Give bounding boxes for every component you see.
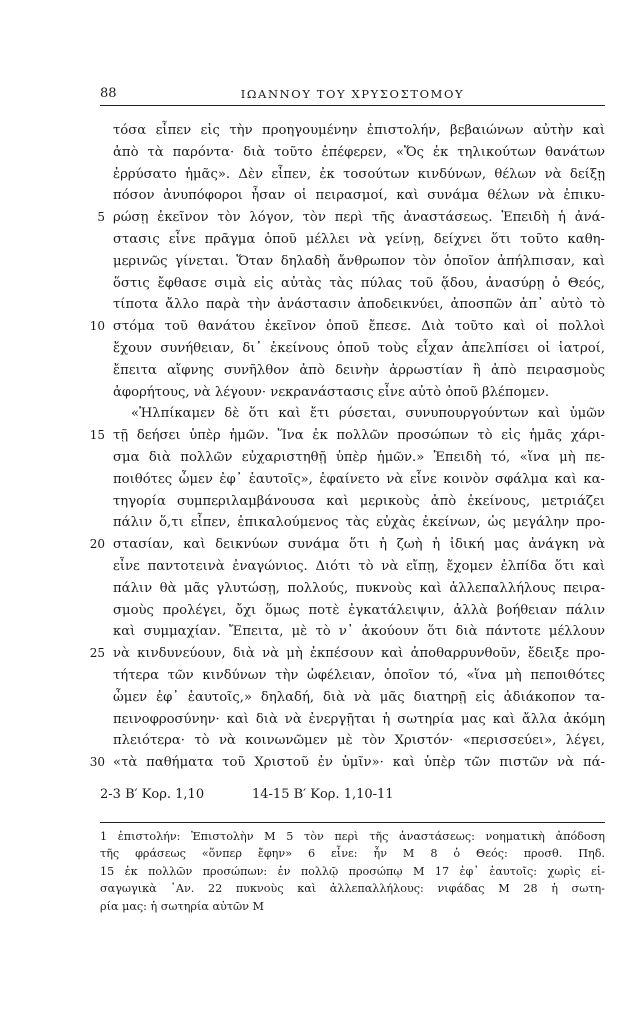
line-text: πλειότερα· τὸ νὰ κοινωνῶμεν μὲ τὸν Χριστόν· «περισσεύει», λέγει, [113, 733, 605, 749]
apparatus-line: σαγωγικὰ ᾽Αν. 22 πυκνοὺς καὶ ἀλλεπαλλήλους: νιφάδας Μ 28 ἡ σωτη- [100, 882, 605, 896]
line-text: ἔπειτα αἴφνης συνῆλθον ἀπὸ δεινὴν ἀρρωστίαν ἢ ἀπὸ πειρασμοὺς [113, 362, 605, 378]
line-text: πεινοφροσύνην· καὶ διὰ νὰ ἐνεργῇται ἡ σωτηρία μας καὶ ἄλλα ἀκόμη [113, 711, 605, 727]
header-rule [100, 105, 605, 106]
line-text: μερινῶς γίνεται. Ὅταν δηλαδὴ ἄνθρωπον τὸν ὁποῖον ἀπήλπισαν, καὶ [113, 253, 605, 269]
text-line [113, 621, 605, 643]
text-line [113, 120, 605, 142]
scripture-reference: 2-3 Β′ Κορ. 1,10 [100, 787, 205, 802]
text-line [113, 360, 605, 382]
line-text: στασις εἶνε πρᾶγμα ὁποῦ μέλλει νὰ γείνῃ, δείχνει ὅτι τοῦτο καθη- [113, 231, 605, 247]
line-text: τόσα εἶπεν εἰς τὴν προηγουμένην ἐπιστολήν, βεβαιώνων αὐτὴν καὶ [113, 123, 605, 138]
scripture-references [100, 787, 605, 807]
text-line [113, 403, 605, 425]
line-text: ποιθότες ὦμεν ἐφ᾽ ἑαυτοῖς», ἐφαίνετο νὰ εἶνε κοινὸν σφάλμα καὶ κα- [113, 471, 605, 487]
line-text: στόμα τοῦ θανάτου ἐκεῖνον ὁποῦ ἔπεσε. Διὰ τοῦτο καὶ οἱ πολλοὶ [113, 319, 605, 335]
text-line [97, 207, 605, 229]
line-text: στασίαν, καὶ δεικνύων συνάμα ὅτι ἡ ζωὴ ἡ ἰδική μας ἀνάγκη νὰ [113, 537, 605, 553]
line-number: 10 [89, 319, 105, 334]
text-line [113, 142, 605, 164]
footnote-divider [100, 822, 605, 823]
text-line [113, 512, 605, 534]
text-line [113, 294, 605, 316]
line-number: 15 [89, 428, 105, 443]
text-line [113, 730, 605, 752]
line-text: πάλιν θὰ μᾶς γλυτώσῃ, πολλούς, πυκνοὺς καὶ ἀλλεπαλλήλους πειρα- [113, 580, 605, 596]
line-text: «Ἠλπίκαμεν δὲ ὅτι καὶ ἔτι ρύσεται, συνυπουργούντων καὶ ὑμῶν [131, 406, 605, 422]
text-line [113, 338, 605, 360]
line-text: «τὰ παθήματα τοῦ Χριστοῦ ἐν ὑμῖν»· καὶ ὑπὲρ τῶν πιστῶν νὰ πά- [113, 755, 605, 771]
text-line [89, 425, 605, 447]
line-text: νὰ κινδυνεύουν, διὰ νὰ μὴ ἐκπέσουν καὶ ἀποθαρρυνθοῦν, ἔδειξε προ- [113, 646, 605, 662]
line-number: 5 [97, 210, 105, 225]
line-text: ρώσῃ ἐκεῖνον τὸν λόγον, τὸν περὶ τῆς ἀναστάσεως. Ἐπειδὴ ἡ ἀνά- [113, 210, 605, 226]
text-line [113, 687, 605, 709]
line-number: 20 [89, 537, 105, 552]
line-text: ἐρρύσατο ἡμᾶς». Δὲν εἶπεν, ἐκ τοσούτων κινδύνων, θέλων νὰ δείξῃ [113, 166, 605, 182]
line-text: σμα διὰ πολλῶν εὐχαριστηθῇ ὑπὲρ ἡμῶν.» Ἐπειδὴ τό, «ἵνα μὴ πε- [113, 449, 605, 465]
scripture-reference: 14-15 Β′ Κορ. 1,10-11 [252, 787, 394, 802]
text-line [89, 534, 605, 556]
text-line [113, 469, 605, 491]
text-line [113, 251, 605, 273]
text-line [113, 578, 605, 600]
line-number: 25 [89, 646, 105, 661]
apparatus-line: 1 ἐπιστολήν: Ἐπιστολὴν Μ 5 τὸν περὶ τῆς ἀναστάσεως: νοηματικὴ ἀπόδοση [100, 830, 605, 843]
text-line [113, 491, 605, 513]
line-text: πάλιν ὅ,τι εἶπεν, ἐπικαλούμενος τὰς εὐχὰς ἐκείνων, ὡς μεγάλην προ- [113, 515, 605, 531]
text-line [113, 164, 605, 186]
text-line [89, 643, 605, 665]
line-text: καὶ συμμαχίαν. Ἔπειτα, μὲ τὸ ν᾽ ἀκούουν ὅτι διὰ πάντοτε μέλλουν [113, 624, 605, 640]
line-text: εἶνε παντοτεινὰ ἐναγώνιος. Διότι τὸ νὰ εἴπῃ, ἔχομεν ἐλπίδα ὅτι καὶ [113, 558, 605, 574]
line-text: σμοὺς προλέγει, ὄχι ὅμως ποτὲ ἐγκατάλειψιν, ἀλλὰ βοήθειαν πάλιν [113, 602, 605, 618]
line-text: πόσον ἀνυπόφοροι ἦσαν οἱ πειρασμοί, καὶ συνάμα θέλων νὰ ἐπικυ- [113, 188, 605, 204]
main-text [89, 120, 605, 774]
line-text: τήτερα τῶν κινδύνων τὴν ὠφέλειαν, ὁποῖον τό, «ἵνα μὴ πεποιθότες [113, 667, 605, 683]
apparatus-line: τῆς φράσεως «ὅνπερ ἔφην» 6 εἶνε: ἦν Μ 8 ὁ Θεός: προσθ. Πηδ. [100, 847, 605, 861]
line-text: ὦμεν ἐφ᾽ ἑαυτοῖς,» δηλαδή, διὰ νὰ μᾶς διατηρῇ εἰς ἀδιάκοπον τα- [113, 689, 605, 705]
line-text: τηγορία συμπεριλαμβάνουσα καὶ μερικοὺς ἀπὸ ἐκείνους, μετριάζει [113, 493, 605, 509]
text-line [113, 382, 605, 404]
line-text: τίποτα ἄλλο παρὰ τὴν ἀνάστασιν ἀποδεικνύει, ἀποσπῶν ἀπ᾽ αὐτὸ τὸ [113, 297, 605, 313]
text-line [113, 229, 605, 251]
text-line [113, 600, 605, 622]
line-number: 30 [89, 755, 105, 770]
line-text: τῇ δεήσει ὑπὲρ ἡμῶν. Ἵνα ἐκ πολλῶν προσώπων τὸ εἰς ἡμᾶς χάρι- [113, 428, 605, 444]
text-line [113, 709, 605, 731]
line-text: ἀπὸ τὰ παρόντα· διὰ τοῦτο ἐπέφερεν, «Ὅς ἐκ τηλικούτων θανάτων [113, 144, 605, 160]
line-text: ἀφορήτους, νὰ λέγουν· νεκρανάστασις εἶνε αὐτὸ ὁποῦ βλέπομεν. [113, 384, 550, 400]
line-text: ὅστις ἔφθασε σιμὰ εἰς αὐτὰς τὰς πύλας τοῦ ᾅδου, ἀνασύρῃ ὁ Θεός, [113, 275, 605, 291]
page-header [100, 86, 605, 108]
text-line [113, 556, 605, 578]
text-line [113, 185, 605, 207]
text-line [113, 447, 605, 469]
text-line [89, 752, 605, 774]
text-line [89, 316, 605, 338]
text-line [113, 273, 605, 295]
line-text: ἔχουν συνήθειαν, δι᾽ ἐκείνους ὁποῦ τοὺς εἶχαν ἀπελπίσει οἱ ἰατροί, [113, 340, 605, 356]
apparatus-line: ρία μας: ἡ σωτηρία αὐτῶν Μ [100, 899, 264, 913]
apparatus-line: 15 ἐκ πολλῶν προσώπων: ἐν πολλῷ προσώπῳ Μ 17 ἐφ᾽ ἑαυτοῖς: χωρὶς εἰ- [100, 864, 605, 878]
text-line [113, 665, 605, 687]
page-number: 88 [100, 86, 117, 101]
running-title: ΙΩΑΝΝΟΥ ΤΟΥ ΧΡΥΣΟΣΤΟΜΟΥ [240, 87, 465, 101]
critical-apparatus [100, 828, 605, 915]
